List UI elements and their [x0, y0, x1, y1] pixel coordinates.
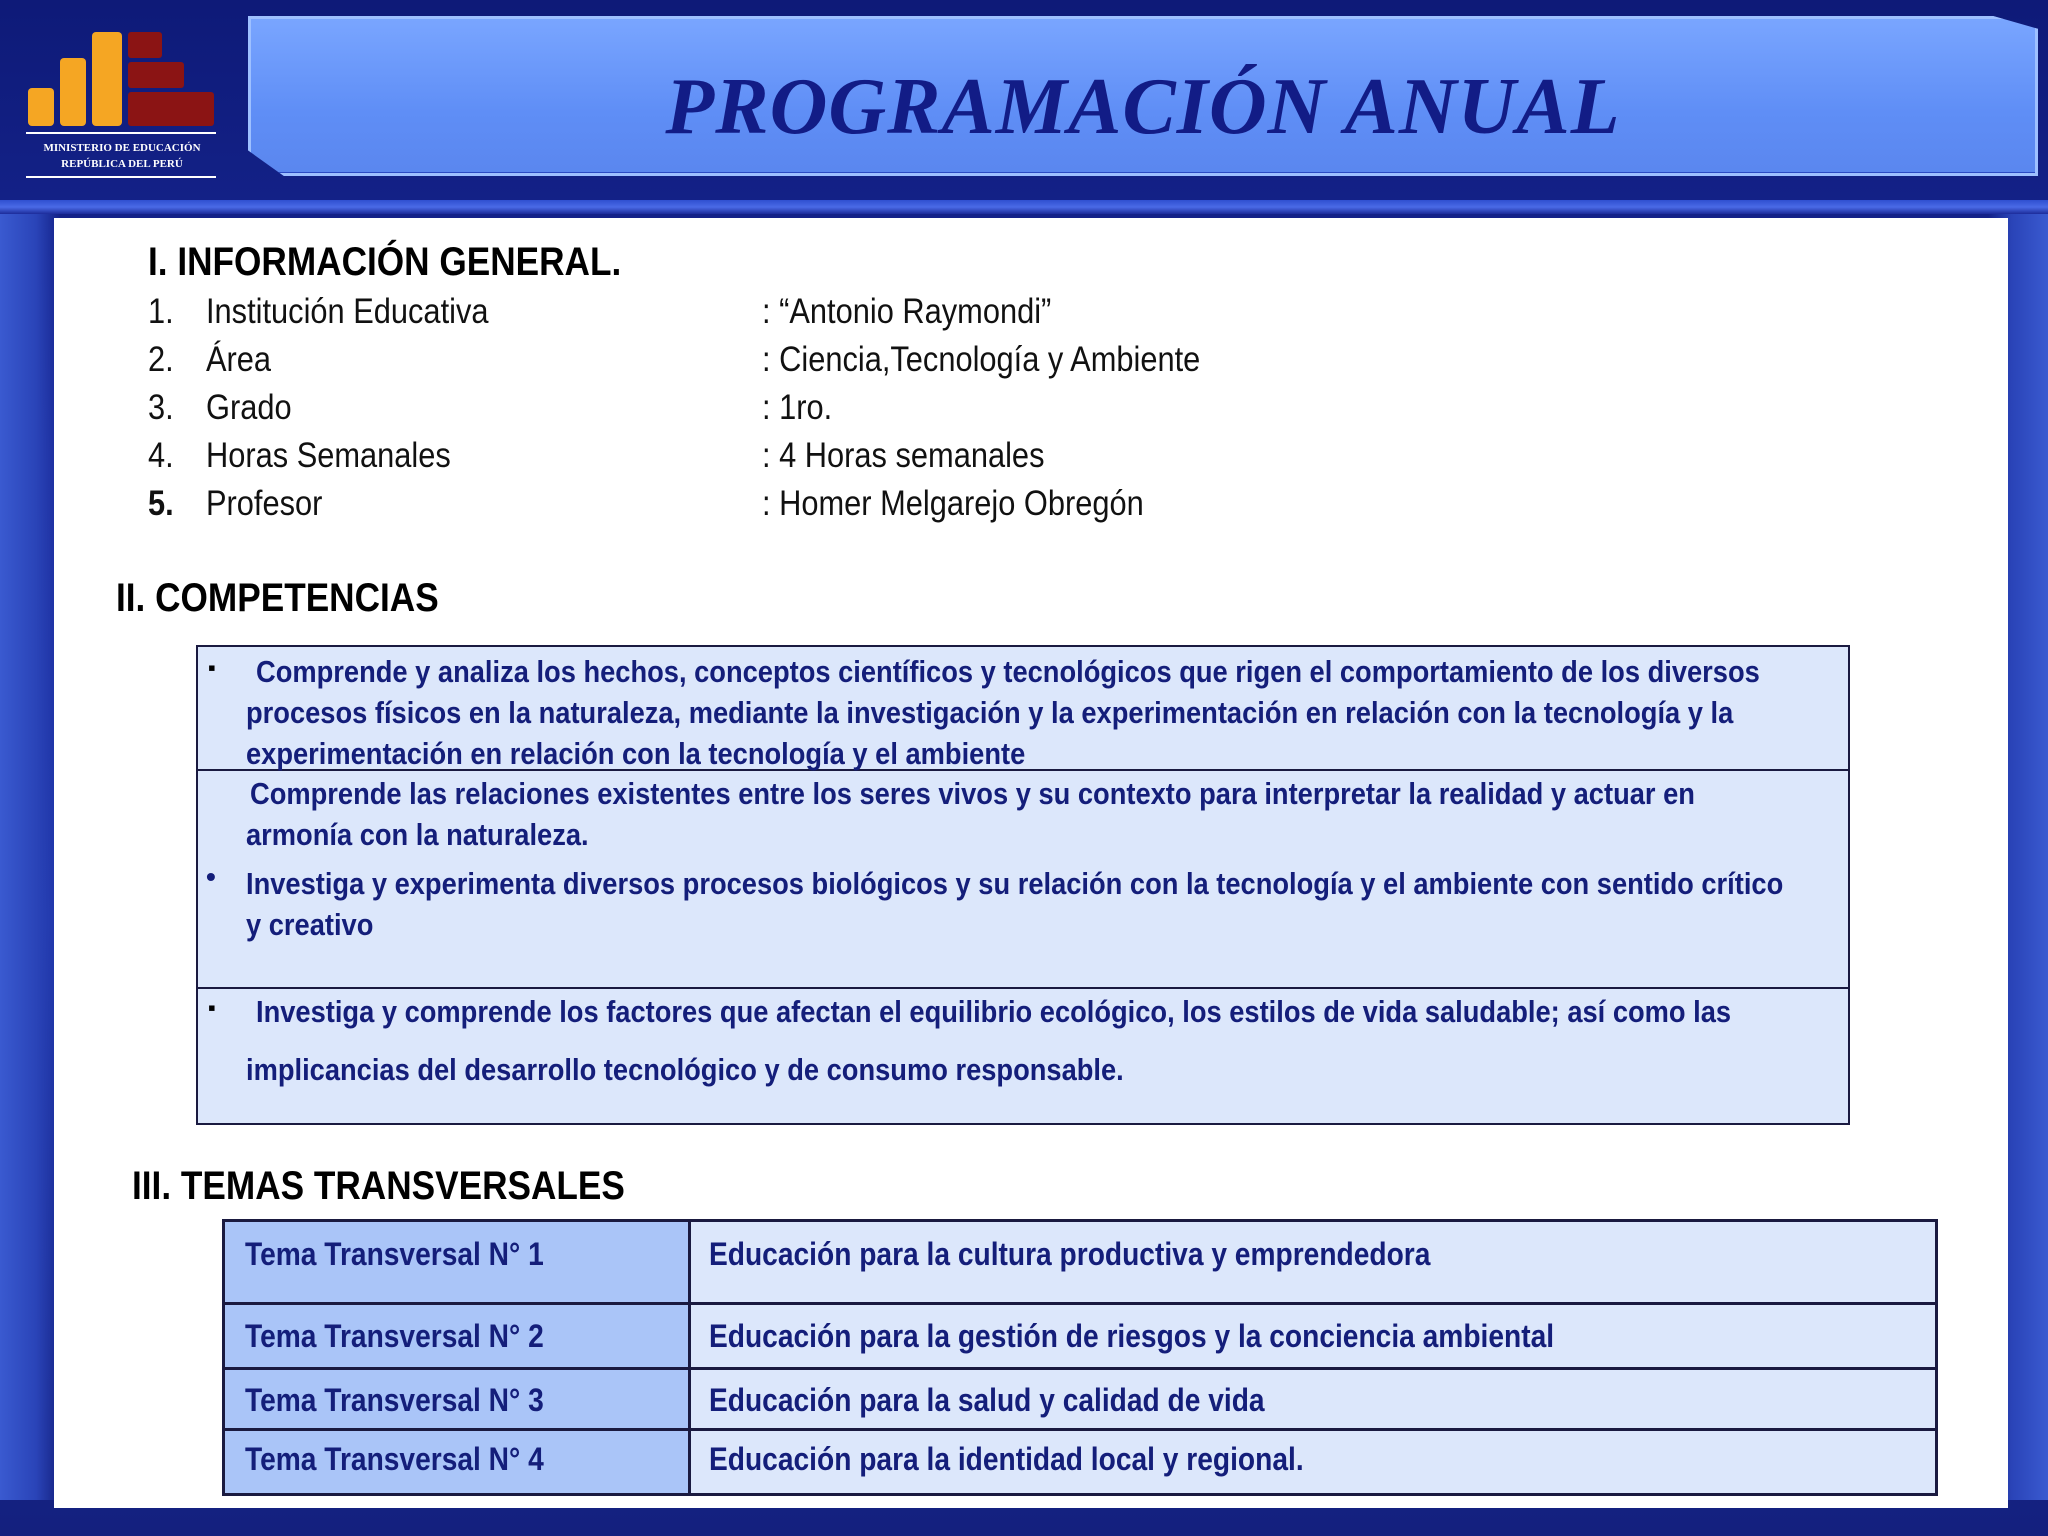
tema-label: Tema Transversal N° 2: [245, 1318, 544, 1354]
tema-desc: Educación para la identidad local y regional.: [709, 1441, 1304, 1477]
logo-divider-top: [26, 132, 216, 134]
competencia-line: Investiga y comprende los factores que afectan el equilibrio ecológico, los estilos de vida saludable; así como las: [256, 994, 1732, 1029]
info-value: : 1ro.: [762, 388, 833, 427]
tema-label: Tema Transversal N° 4: [245, 1441, 544, 1477]
info-row: [148, 484, 1196, 528]
competencia-line: armonía con la naturaleza.: [246, 817, 589, 852]
info-value: : Ciencia,Tecnología y Ambiente: [762, 340, 1201, 379]
section3-heading: III. TEMAS TRANSVERSALES: [132, 1164, 625, 1208]
info-value: : Homer Melgarejo Obregón: [762, 484, 1144, 523]
info-num: 3.: [148, 388, 174, 427]
info-num: 1.: [148, 292, 174, 331]
info-row: [148, 388, 842, 432]
ministry-logo: [22, 28, 222, 188]
info-label: Área: [206, 340, 272, 379]
info-label: Profesor: [206, 484, 323, 523]
info-row: [148, 436, 1083, 480]
info-label: Institución Educativa: [206, 292, 489, 331]
info-num: 4.: [148, 436, 174, 475]
logo-divider-bottom: [26, 176, 216, 178]
section2-heading: II. COMPETENCIAS: [116, 576, 439, 620]
tema-label: Tema Transversal N° 3: [245, 1382, 544, 1418]
section1-heading: I. INFORMACIÓN GENERAL.: [148, 240, 622, 284]
logo-bars-icon: [28, 28, 218, 128]
square-bullet-icon: ▪: [208, 655, 216, 680]
header-rule: [0, 200, 2048, 214]
competencia-line: Investiga y experimenta diversos procesos biológicos y su relación con la tecnología y el ambiente con sentido crítico: [246, 866, 1784, 901]
competencia-line: y creativo: [246, 907, 374, 942]
info-num: 2.: [148, 340, 174, 379]
info-row: [148, 292, 1091, 336]
round-bullet-icon: •: [206, 861, 216, 892]
competencia-line: procesos físicos en la naturaleza, mediante la investigación y la experimentación en relación con la tecnología y la: [246, 695, 1734, 730]
competencia-line: Comprende y analiza los hechos, conceptos científicos y tecnológicos que rigen el comportamiento de los diversos: [256, 654, 1760, 689]
competencia-line: experimentación en relación con la tecnología y el ambiente: [246, 736, 1026, 771]
competencias-box: [196, 645, 1850, 1125]
tema-desc: Educación para la gestión de riesgos y la conciencia ambiental: [709, 1318, 1555, 1354]
left-edge-glow: [0, 200, 60, 1500]
info-num: 5.: [148, 484, 174, 523]
temas-table: [222, 1219, 1938, 1496]
table-row: [225, 1431, 1935, 1493]
table-row: [225, 1305, 1935, 1367]
info-row: [148, 340, 1260, 384]
tema-desc: Educación para la cultura productiva y emprendedora: [709, 1236, 1431, 1272]
tema-label: Tema Transversal N° 1: [245, 1236, 544, 1272]
logo-line1: MINISTERIO DE EDUCACIÓN: [43, 142, 201, 154]
info-label: Horas Semanales: [206, 436, 451, 475]
info-value: : 4 Horas semanales: [762, 436, 1045, 475]
info-label: Grado: [206, 388, 292, 427]
logo-line2: REPÚBLICA DEL PERÚ: [61, 158, 183, 170]
logo-text: [22, 140, 222, 172]
table-row: [225, 1222, 1935, 1302]
info-value: : “Antonio Raymondi”: [762, 292, 1052, 331]
competencias-divider: [198, 987, 1848, 989]
table-row: [225, 1370, 1935, 1428]
tema-desc: Educación para la salud y calidad de vida: [709, 1382, 1265, 1418]
competencia-line: implicancias del desarrollo tecnológico y de consumo responsable.: [246, 1052, 1124, 1087]
competencia-line: Comprende las relaciones existentes entre los seres vivos y su contexto para interpretar la realidad y actuar en: [250, 776, 1695, 811]
page-title: PROGRAMACIÓN ANUAL: [665, 63, 1621, 151]
square-bullet-icon: ▪: [208, 995, 216, 1020]
